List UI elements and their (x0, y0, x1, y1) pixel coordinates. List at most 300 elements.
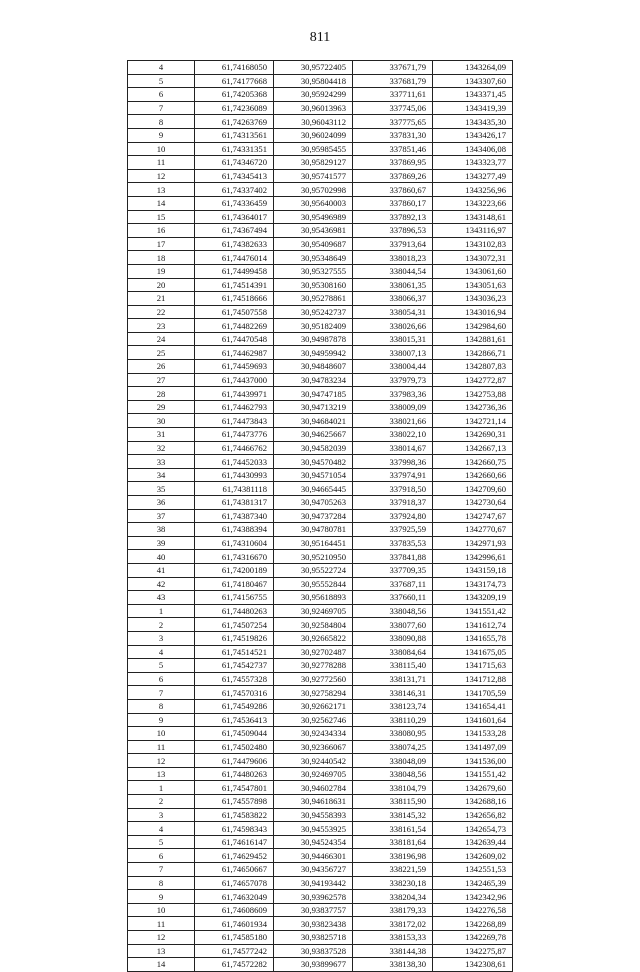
table-row (128, 727, 513, 741)
longitude-cell: 30,94553925 (274, 822, 353, 836)
x-coordinate-cell: 338146,31 (353, 686, 433, 700)
point-number-cell: 35 (128, 482, 195, 496)
latitude-cell: 61,74601934 (195, 917, 274, 931)
latitude-cell: 61,74430993 (195, 468, 274, 482)
y-coordinate-cell: 1342679,60 (433, 781, 513, 795)
point-number-cell: 9 (128, 890, 195, 904)
x-coordinate-cell: 338090,88 (353, 631, 433, 645)
table-row (128, 645, 513, 659)
point-number-cell: 43 (128, 591, 195, 605)
longitude-cell: 30,94570482 (274, 455, 353, 469)
x-coordinate-cell: 338221,59 (353, 863, 433, 877)
latitude-cell: 61,74518666 (195, 292, 274, 306)
latitude-cell: 61,74466762 (195, 441, 274, 455)
y-coordinate-cell: 1341536,00 (433, 754, 513, 768)
point-number-cell: 42 (128, 577, 195, 591)
coordinates-table-container (127, 60, 512, 972)
y-coordinate-cell: 1342276,58 (433, 903, 513, 917)
latitude-cell: 61,74452033 (195, 455, 274, 469)
y-coordinate-cell: 1343307,60 (433, 74, 513, 88)
point-number-cell: 7 (128, 686, 195, 700)
y-coordinate-cell: 1342736,36 (433, 400, 513, 414)
point-number-cell: 13 (128, 183, 195, 197)
point-number-cell: 6 (128, 88, 195, 102)
point-number-cell: 4 (128, 822, 195, 836)
table-row (128, 156, 513, 170)
y-coordinate-cell: 1342772,87 (433, 373, 513, 387)
table-row (128, 713, 513, 727)
table-row (128, 292, 513, 306)
y-coordinate-cell: 1342656,82 (433, 808, 513, 822)
point-number-cell: 14 (128, 958, 195, 972)
longitude-cell: 30,95722405 (274, 61, 353, 75)
table-row (128, 822, 513, 836)
longitude-cell: 30,94466301 (274, 849, 353, 863)
x-coordinate-cell: 337841,88 (353, 550, 433, 564)
point-number-cell: 29 (128, 400, 195, 414)
table-row (128, 767, 513, 781)
longitude-cell: 30,95804418 (274, 74, 353, 88)
latitude-cell: 61,74263769 (195, 115, 274, 129)
latitude-cell: 61,74502480 (195, 740, 274, 754)
y-coordinate-cell: 1341654,41 (433, 699, 513, 713)
y-coordinate-cell: 1342747,67 (433, 509, 513, 523)
y-coordinate-cell: 1342881,61 (433, 332, 513, 346)
point-number-cell: 1 (128, 604, 195, 618)
latitude-cell: 61,74650667 (195, 863, 274, 877)
x-coordinate-cell: 338054,31 (353, 305, 433, 319)
point-number-cell: 10 (128, 903, 195, 917)
y-coordinate-cell: 1342308,61 (433, 958, 513, 972)
longitude-cell: 30,94582039 (274, 441, 353, 455)
latitude-cell: 61,74205368 (195, 88, 274, 102)
y-coordinate-cell: 1343159,18 (433, 563, 513, 577)
longitude-cell: 30,92665822 (274, 631, 353, 645)
table-row (128, 659, 513, 673)
table-row (128, 251, 513, 265)
latitude-cell: 61,74459693 (195, 360, 274, 374)
longitude-cell: 30,95308160 (274, 278, 353, 292)
y-coordinate-cell: 1343016,94 (433, 305, 513, 319)
longitude-cell: 30,92778288 (274, 659, 353, 673)
latitude-cell: 61,74364017 (195, 210, 274, 224)
longitude-cell: 30,95618893 (274, 591, 353, 605)
x-coordinate-cell: 338074,25 (353, 740, 433, 754)
point-number-cell: 11 (128, 740, 195, 754)
longitude-cell: 30,94780781 (274, 523, 353, 537)
table-row (128, 346, 513, 360)
x-coordinate-cell: 338110,29 (353, 713, 433, 727)
point-number-cell: 2 (128, 618, 195, 632)
x-coordinate-cell: 338161,54 (353, 822, 433, 836)
table-row (128, 74, 513, 88)
longitude-cell: 30,94193442 (274, 876, 353, 890)
x-coordinate-cell: 338084,64 (353, 645, 433, 659)
table-row (128, 563, 513, 577)
table-row (128, 400, 513, 414)
x-coordinate-cell: 338131,71 (353, 672, 433, 686)
table-row (128, 631, 513, 645)
longitude-cell: 30,92440542 (274, 754, 353, 768)
table-row (128, 835, 513, 849)
point-number-cell: 28 (128, 387, 195, 401)
latitude-cell: 61,74549286 (195, 699, 274, 713)
latitude-cell: 61,74598343 (195, 822, 274, 836)
table-row (128, 618, 513, 632)
longitude-cell: 30,94987878 (274, 332, 353, 346)
longitude-cell: 30,94602784 (274, 781, 353, 795)
x-coordinate-cell: 338196,98 (353, 849, 433, 863)
y-coordinate-cell: 1343148,61 (433, 210, 513, 224)
latitude-cell: 61,74180467 (195, 577, 274, 591)
y-coordinate-cell: 1343256,96 (433, 183, 513, 197)
x-coordinate-cell: 338014,67 (353, 441, 433, 455)
longitude-cell: 30,93899677 (274, 958, 353, 972)
y-coordinate-cell: 1341601,64 (433, 713, 513, 727)
point-number-cell: 18 (128, 251, 195, 265)
point-number-cell: 7 (128, 863, 195, 877)
latitude-cell: 61,74557898 (195, 795, 274, 809)
point-number-cell: 41 (128, 563, 195, 577)
y-coordinate-cell: 1342275,87 (433, 944, 513, 958)
table-body (128, 61, 513, 972)
longitude-cell: 30,92366067 (274, 740, 353, 754)
longitude-cell: 30,94618631 (274, 795, 353, 809)
point-number-cell: 17 (128, 237, 195, 251)
x-coordinate-cell: 338123,74 (353, 699, 433, 713)
longitude-cell: 30,95327555 (274, 264, 353, 278)
point-number-cell: 27 (128, 373, 195, 387)
y-coordinate-cell: 1342639,44 (433, 835, 513, 849)
x-coordinate-cell: 338061,35 (353, 278, 433, 292)
table-row (128, 604, 513, 618)
y-coordinate-cell: 1343051,63 (433, 278, 513, 292)
point-number-cell: 26 (128, 360, 195, 374)
latitude-cell: 61,74542737 (195, 659, 274, 673)
x-coordinate-cell: 338021,66 (353, 414, 433, 428)
x-coordinate-cell: 337775,65 (353, 115, 433, 129)
latitude-cell: 61,74236089 (195, 101, 274, 115)
latitude-cell: 61,74470548 (195, 332, 274, 346)
x-coordinate-cell: 338026,66 (353, 319, 433, 333)
x-coordinate-cell: 338181,64 (353, 835, 433, 849)
table-row (128, 101, 513, 115)
longitude-cell: 30,96013963 (274, 101, 353, 115)
y-coordinate-cell: 1342667,13 (433, 441, 513, 455)
y-coordinate-cell: 1342721,14 (433, 414, 513, 428)
latitude-cell: 61,74507254 (195, 618, 274, 632)
table-row (128, 890, 513, 904)
latitude-cell: 61,74657078 (195, 876, 274, 890)
longitude-cell: 30,96043112 (274, 115, 353, 129)
x-coordinate-cell: 338144,38 (353, 944, 433, 958)
x-coordinate-cell: 338172,02 (353, 917, 433, 931)
table-row (128, 224, 513, 238)
x-coordinate-cell: 338007,13 (353, 346, 433, 360)
x-coordinate-cell: 337687,11 (353, 577, 433, 591)
x-coordinate-cell: 337896,53 (353, 224, 433, 238)
table-row (128, 781, 513, 795)
x-coordinate-cell: 337918,50 (353, 482, 433, 496)
longitude-cell: 30,95924299 (274, 88, 353, 102)
table-row (128, 795, 513, 809)
table-row (128, 523, 513, 537)
point-number-cell: 31 (128, 428, 195, 442)
longitude-cell: 30,92469705 (274, 604, 353, 618)
point-number-cell: 5 (128, 659, 195, 673)
latitude-cell: 61,74480263 (195, 767, 274, 781)
y-coordinate-cell: 1341551,42 (433, 604, 513, 618)
longitude-cell: 30,93837757 (274, 903, 353, 917)
point-number-cell: 22 (128, 305, 195, 319)
table-row (128, 496, 513, 510)
longitude-cell: 30,94783234 (274, 373, 353, 387)
x-coordinate-cell: 338048,09 (353, 754, 433, 768)
latitude-cell: 61,74519826 (195, 631, 274, 645)
longitude-cell: 30,95552844 (274, 577, 353, 591)
point-number-cell: 37 (128, 509, 195, 523)
y-coordinate-cell: 1342984,60 (433, 319, 513, 333)
x-coordinate-cell: 338080,95 (353, 727, 433, 741)
longitude-cell: 30,95496989 (274, 210, 353, 224)
y-coordinate-cell: 1343323,77 (433, 156, 513, 170)
table-row (128, 591, 513, 605)
table-row (128, 373, 513, 387)
y-coordinate-cell: 1341712,88 (433, 672, 513, 686)
point-number-cell: 39 (128, 536, 195, 550)
table-row (128, 455, 513, 469)
x-coordinate-cell: 338018,23 (353, 251, 433, 265)
x-coordinate-cell: 338004,44 (353, 360, 433, 374)
table-row (128, 88, 513, 102)
y-coordinate-cell: 1341675,05 (433, 645, 513, 659)
y-coordinate-cell: 1342866,71 (433, 346, 513, 360)
x-coordinate-cell: 338022,10 (353, 428, 433, 442)
latitude-cell: 61,74336459 (195, 196, 274, 210)
longitude-cell: 30,95741577 (274, 169, 353, 183)
table-row (128, 577, 513, 591)
point-number-cell: 8 (128, 699, 195, 713)
latitude-cell: 61,74608609 (195, 903, 274, 917)
point-number-cell: 38 (128, 523, 195, 537)
longitude-cell: 30,94558393 (274, 808, 353, 822)
point-number-cell: 9 (128, 128, 195, 142)
longitude-cell: 30,94959942 (274, 346, 353, 360)
latitude-cell: 61,74462793 (195, 400, 274, 414)
latitude-cell: 61,74473776 (195, 428, 274, 442)
table-row (128, 332, 513, 346)
longitude-cell: 30,92662171 (274, 699, 353, 713)
point-number-cell: 12 (128, 754, 195, 768)
page-number: 811 (309, 30, 331, 45)
longitude-cell: 30,95242737 (274, 305, 353, 319)
y-coordinate-cell: 1342807,83 (433, 360, 513, 374)
longitude-cell: 30,96024099 (274, 128, 353, 142)
y-coordinate-cell: 1342753,88 (433, 387, 513, 401)
latitude-cell: 61,74316670 (195, 550, 274, 564)
x-coordinate-cell: 338145,32 (353, 808, 433, 822)
longitude-cell: 30,94684021 (274, 414, 353, 428)
latitude-cell: 61,74514521 (195, 645, 274, 659)
table-row (128, 931, 513, 945)
x-coordinate-cell: 337998,36 (353, 455, 433, 469)
point-number-cell: 8 (128, 876, 195, 890)
table-row (128, 754, 513, 768)
longitude-cell: 30,95210950 (274, 550, 353, 564)
table-row (128, 550, 513, 564)
point-number-cell: 2 (128, 795, 195, 809)
latitude-cell: 61,74583822 (195, 808, 274, 822)
table-row (128, 278, 513, 292)
latitude-cell: 61,74345413 (195, 169, 274, 183)
y-coordinate-cell: 1342551,53 (433, 863, 513, 877)
x-coordinate-cell: 337974,91 (353, 468, 433, 482)
latitude-cell: 61,74480263 (195, 604, 274, 618)
point-number-cell: 12 (128, 169, 195, 183)
latitude-cell: 61,74381317 (195, 496, 274, 510)
point-number-cell: 11 (128, 917, 195, 931)
longitude-cell: 30,94747185 (274, 387, 353, 401)
latitude-cell: 61,74310604 (195, 536, 274, 550)
longitude-cell: 30,94737284 (274, 509, 353, 523)
table-row (128, 128, 513, 142)
table-row (128, 360, 513, 374)
table-row (128, 305, 513, 319)
longitude-cell: 30,93837528 (274, 944, 353, 958)
y-coordinate-cell: 1343036,23 (433, 292, 513, 306)
longitude-cell: 30,94713219 (274, 400, 353, 414)
x-coordinate-cell: 338204,34 (353, 890, 433, 904)
table-row (128, 876, 513, 890)
latitude-cell: 61,74337402 (195, 183, 274, 197)
latitude-cell: 61,74616147 (195, 835, 274, 849)
y-coordinate-cell: 1343061,60 (433, 264, 513, 278)
longitude-cell: 30,95985455 (274, 142, 353, 156)
longitude-cell: 30,95436981 (274, 224, 353, 238)
latitude-cell: 61,74346720 (195, 156, 274, 170)
table-row (128, 672, 513, 686)
table-row (128, 686, 513, 700)
x-coordinate-cell: 337711,61 (353, 88, 433, 102)
latitude-cell: 61,74382633 (195, 237, 274, 251)
longitude-cell: 30,93825718 (274, 931, 353, 945)
x-coordinate-cell: 338230,18 (353, 876, 433, 890)
point-number-cell: 5 (128, 835, 195, 849)
point-number-cell: 7 (128, 101, 195, 115)
latitude-cell: 61,74367494 (195, 224, 274, 238)
x-coordinate-cell: 337979,73 (353, 373, 433, 387)
y-coordinate-cell: 1342660,75 (433, 455, 513, 469)
point-number-cell: 13 (128, 767, 195, 781)
x-coordinate-cell: 337869,26 (353, 169, 433, 183)
point-number-cell: 4 (128, 61, 195, 75)
x-coordinate-cell: 338077,60 (353, 618, 433, 632)
latitude-cell: 61,74437000 (195, 373, 274, 387)
table-row (128, 944, 513, 958)
x-coordinate-cell: 337709,35 (353, 563, 433, 577)
table-row (128, 115, 513, 129)
table-row (128, 468, 513, 482)
x-coordinate-cell: 337660,11 (353, 591, 433, 605)
longitude-cell: 30,95164451 (274, 536, 353, 550)
latitude-cell: 61,74629452 (195, 849, 274, 863)
x-coordinate-cell: 337918,37 (353, 496, 433, 510)
table-row (128, 849, 513, 863)
point-number-cell: 16 (128, 224, 195, 238)
x-coordinate-cell: 338048,56 (353, 767, 433, 781)
longitude-cell: 30,95829127 (274, 156, 353, 170)
table-row (128, 237, 513, 251)
x-coordinate-cell: 338066,37 (353, 292, 433, 306)
x-coordinate-cell: 337671,79 (353, 61, 433, 75)
y-coordinate-cell: 1342730,64 (433, 496, 513, 510)
latitude-cell: 61,74482269 (195, 319, 274, 333)
point-number-cell: 5 (128, 74, 195, 88)
longitude-cell: 30,95702998 (274, 183, 353, 197)
table-row (128, 183, 513, 197)
longitude-cell: 30,93823438 (274, 917, 353, 931)
table-row (128, 958, 513, 972)
y-coordinate-cell: 1343277,49 (433, 169, 513, 183)
latitude-cell: 61,74514391 (195, 278, 274, 292)
longitude-cell: 30,94665445 (274, 482, 353, 496)
longitude-cell: 30,95182409 (274, 319, 353, 333)
x-coordinate-cell: 337892,13 (353, 210, 433, 224)
point-number-cell: 15 (128, 210, 195, 224)
y-coordinate-cell: 1342268,89 (433, 917, 513, 931)
table-row (128, 210, 513, 224)
table-row (128, 699, 513, 713)
latitude-cell: 61,74572282 (195, 958, 274, 972)
latitude-cell: 61,74507558 (195, 305, 274, 319)
y-coordinate-cell: 1342688,16 (433, 795, 513, 809)
point-number-cell: 9 (128, 713, 195, 727)
point-number-cell: 30 (128, 414, 195, 428)
y-coordinate-cell: 1341715,63 (433, 659, 513, 673)
longitude-cell: 30,94705263 (274, 496, 353, 510)
table-row (128, 509, 513, 523)
point-number-cell: 8 (128, 115, 195, 129)
y-coordinate-cell: 1343223,66 (433, 196, 513, 210)
longitude-cell: 30,95278861 (274, 292, 353, 306)
point-number-cell: 40 (128, 550, 195, 564)
latitude-cell: 61,74499458 (195, 264, 274, 278)
longitude-cell: 30,92434334 (274, 727, 353, 741)
y-coordinate-cell: 1341705,59 (433, 686, 513, 700)
y-coordinate-cell: 1343419,39 (433, 101, 513, 115)
coordinates-table (127, 60, 513, 972)
latitude-cell: 61,74479606 (195, 754, 274, 768)
x-coordinate-cell: 337745,06 (353, 101, 433, 115)
point-number-cell: 10 (128, 727, 195, 741)
latitude-cell: 61,74387340 (195, 509, 274, 523)
table-row (128, 482, 513, 496)
y-coordinate-cell: 1343264,09 (433, 61, 513, 75)
latitude-cell: 61,74509044 (195, 727, 274, 741)
point-number-cell: 14 (128, 196, 195, 210)
table-row (128, 142, 513, 156)
x-coordinate-cell: 337924,80 (353, 509, 433, 523)
point-number-cell: 6 (128, 849, 195, 863)
x-coordinate-cell: 338044,54 (353, 264, 433, 278)
point-number-cell: 36 (128, 496, 195, 510)
y-coordinate-cell: 1343426,17 (433, 128, 513, 142)
table-row (128, 414, 513, 428)
table-row (128, 917, 513, 931)
longitude-cell: 30,93962578 (274, 890, 353, 904)
x-coordinate-cell: 338179,33 (353, 903, 433, 917)
y-coordinate-cell: 1343435,30 (433, 115, 513, 129)
